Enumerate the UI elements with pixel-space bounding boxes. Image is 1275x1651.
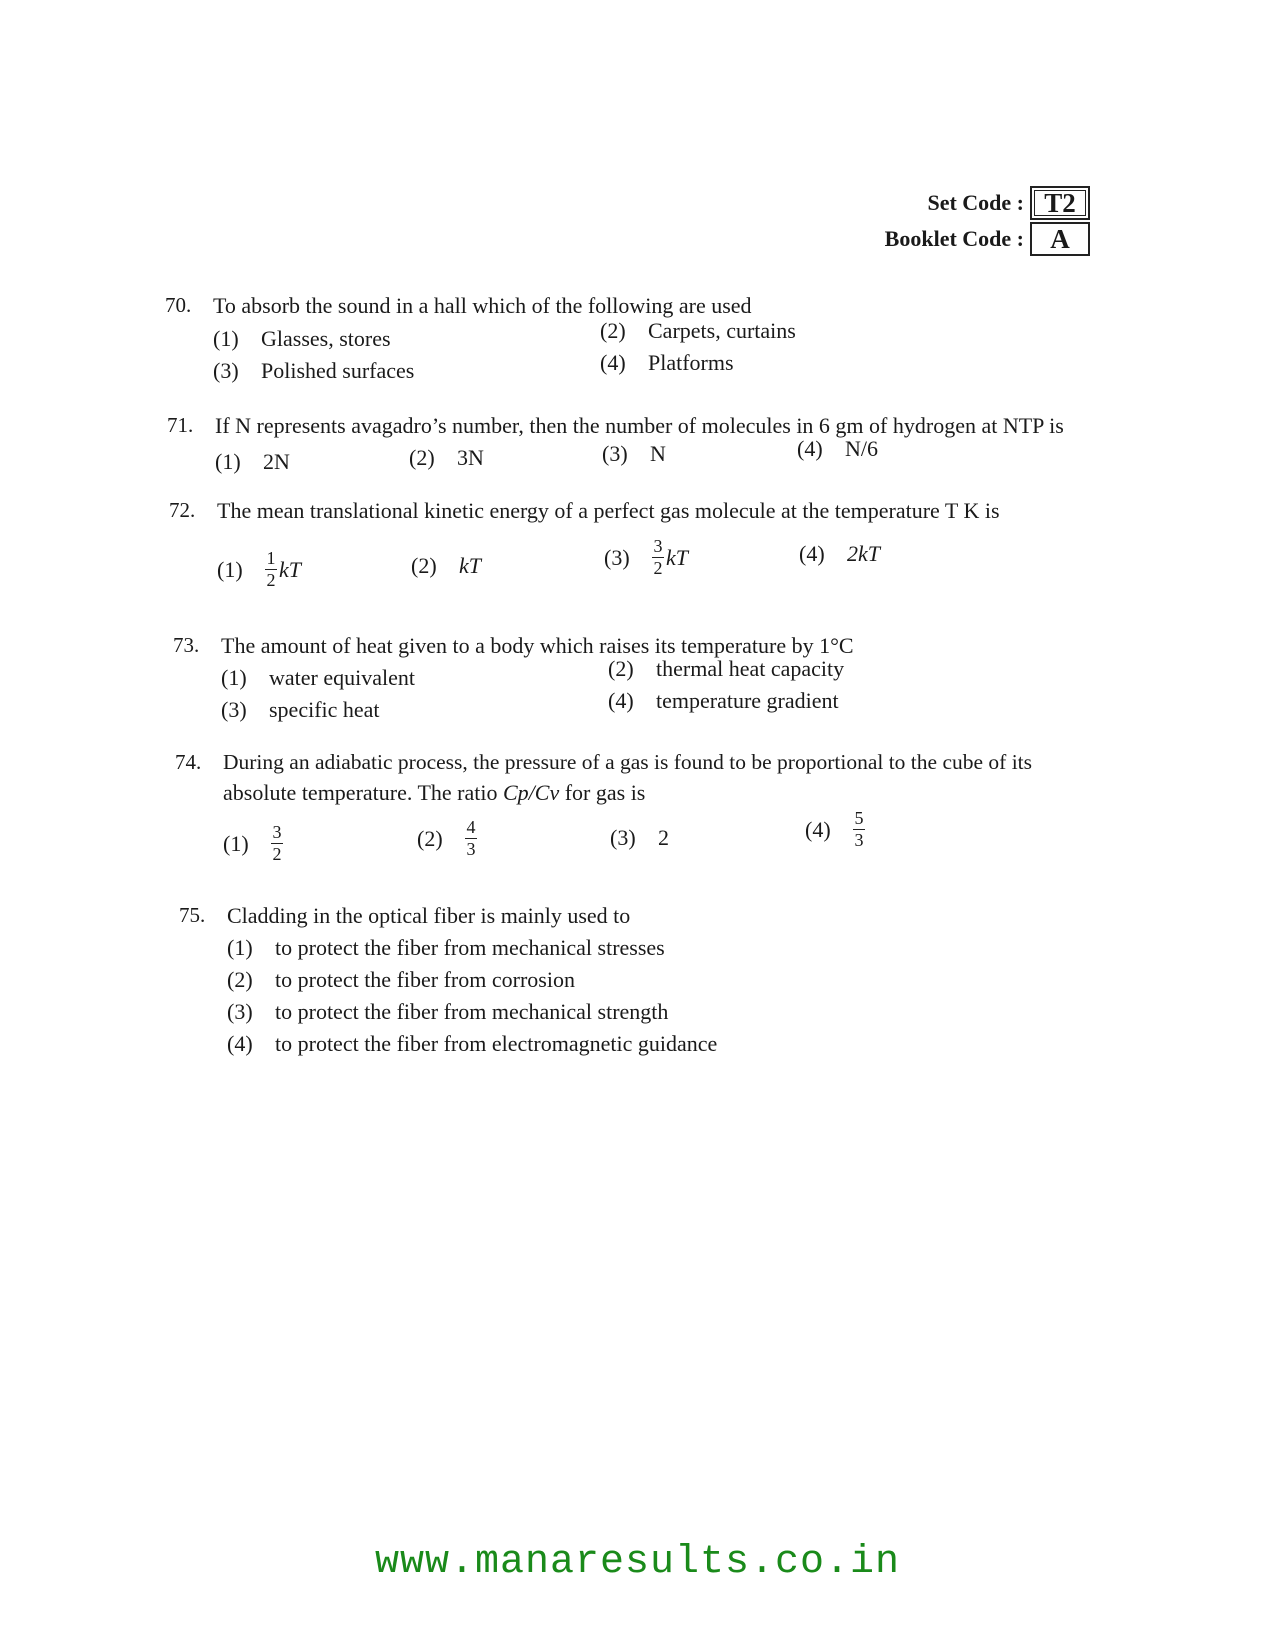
option-text: to protect the fiber from mechanical stresses bbox=[275, 935, 665, 960]
fraction bbox=[271, 822, 283, 865]
numerator: 3 bbox=[653, 536, 663, 556]
question-text: The mean translational kinetic energy of a perfect gas molecule at the temperature T K is bbox=[217, 498, 1000, 523]
option-4 bbox=[797, 436, 878, 462]
option-text: 2N bbox=[263, 449, 290, 474]
denominator: 3 bbox=[854, 830, 864, 850]
fraction bbox=[265, 548, 277, 591]
option-number: (4) bbox=[799, 541, 825, 566]
option-number: (3) bbox=[602, 441, 628, 466]
option-2 bbox=[227, 967, 575, 993]
option-2 bbox=[411, 553, 481, 579]
numerator: 5 bbox=[854, 808, 864, 828]
option-number: (1) bbox=[215, 449, 241, 474]
numerator: 4 bbox=[466, 817, 476, 837]
option-number: (4) bbox=[600, 350, 626, 375]
option-number: (1) bbox=[221, 665, 247, 690]
option-text: temperature gradient bbox=[656, 688, 839, 713]
option-1 bbox=[223, 822, 285, 865]
option-2 bbox=[409, 445, 484, 471]
option-2 bbox=[608, 656, 844, 682]
booklet-code-label: Booklet Code : bbox=[884, 226, 1024, 251]
option-3 bbox=[227, 999, 668, 1025]
option-number: (3) bbox=[213, 358, 239, 383]
option-4 bbox=[227, 1031, 717, 1057]
numerator: 1 bbox=[266, 548, 276, 568]
option-number: (2) bbox=[417, 825, 443, 851]
option-text: to protect the fiber from electromagnetic guidance bbox=[275, 1031, 718, 1056]
option-3 bbox=[610, 825, 669, 851]
option-1 bbox=[215, 449, 290, 475]
option-number: (2) bbox=[600, 318, 626, 343]
option-text: Platforms bbox=[648, 350, 734, 375]
fraction bbox=[652, 536, 664, 579]
option-text: to protect the fiber from corrosion bbox=[275, 967, 575, 992]
question-text: Cladding in the optical fiber is mainly used to bbox=[227, 903, 631, 928]
option-1 bbox=[227, 935, 665, 961]
option-number: (1) bbox=[217, 556, 243, 582]
footer-url[interactable]: www.manaresults.co.in bbox=[374, 1540, 901, 1585]
set-code-row bbox=[850, 185, 1090, 221]
question-text-suffix: for gas is bbox=[559, 780, 646, 805]
question-number: 71. bbox=[167, 413, 194, 437]
denominator: 2 bbox=[272, 844, 282, 864]
ratio-symbol: Cp/Cv bbox=[502, 780, 560, 805]
option-1 bbox=[221, 665, 415, 691]
option-2 bbox=[417, 817, 479, 860]
option-number: (3) bbox=[221, 697, 247, 722]
option-number: (4) bbox=[805, 816, 831, 842]
fraction bbox=[465, 817, 477, 860]
option-number: (2) bbox=[411, 553, 437, 578]
option-text: specific heat bbox=[269, 697, 380, 722]
option-number: (4) bbox=[227, 1031, 253, 1056]
option-text: N/6 bbox=[845, 436, 878, 461]
question-text: The amount of heat given to a body which raises its temperature by 1°C bbox=[221, 633, 854, 658]
option-text: Polished surfaces bbox=[261, 358, 415, 383]
option-text: kT bbox=[459, 553, 481, 578]
option-text: 2 bbox=[658, 825, 669, 850]
option-text: kT bbox=[666, 544, 688, 570]
question-number: 72. bbox=[169, 498, 196, 522]
denominator: 2 bbox=[266, 570, 276, 590]
option-text: kT bbox=[279, 556, 301, 582]
option-number: (4) bbox=[608, 688, 634, 713]
option-number: (4) bbox=[797, 436, 823, 461]
option-text: Glasses, stores bbox=[261, 326, 391, 351]
option-text: to protect the fiber from mechanical strength bbox=[275, 999, 669, 1024]
option-number: (2) bbox=[227, 967, 253, 992]
question-number: 70. bbox=[165, 293, 192, 317]
option-number: (2) bbox=[409, 445, 435, 470]
option-text: thermal heat capacity bbox=[656, 656, 845, 681]
question-text-prefix: absolute temperature. The ratio bbox=[223, 780, 503, 805]
question-text-line-1: During an adiabatic process, the pressure of a gas is found to be proportional to the cube of its bbox=[223, 750, 1033, 774]
option-2 bbox=[600, 318, 796, 344]
option-number: (1) bbox=[223, 830, 249, 856]
option-text: 3N bbox=[457, 445, 484, 470]
option-number: (3) bbox=[604, 544, 630, 570]
booklet-code-box: A bbox=[1030, 222, 1090, 256]
option-4 bbox=[799, 541, 880, 567]
question-text: To absorb the sound in a hall which of the following are used bbox=[213, 293, 752, 318]
question-text-line-2 bbox=[223, 780, 645, 806]
fraction bbox=[853, 808, 865, 851]
option-number: (3) bbox=[610, 825, 636, 850]
booklet-code-row bbox=[850, 221, 1090, 257]
question-text: If N represents avagadro’s number, then the number of molecules in 6 gm of hydrogen at NTP is bbox=[215, 413, 1064, 438]
denominator: 3 bbox=[466, 839, 476, 859]
option-4 bbox=[805, 808, 867, 851]
option-number: (2) bbox=[608, 656, 634, 681]
option-1 bbox=[213, 326, 391, 352]
option-3 bbox=[604, 536, 688, 579]
option-number: (1) bbox=[227, 935, 253, 960]
option-number: (3) bbox=[227, 999, 253, 1024]
option-number: (1) bbox=[213, 326, 239, 351]
option-3 bbox=[602, 441, 666, 467]
option-text: water equivalent bbox=[269, 665, 415, 690]
set-code-box: T2 bbox=[1030, 186, 1090, 220]
option-text: Carpets, curtains bbox=[648, 318, 796, 343]
option-1 bbox=[217, 548, 301, 591]
option-4 bbox=[600, 350, 734, 376]
option-4 bbox=[608, 688, 839, 714]
question-number: 75. bbox=[179, 903, 206, 927]
option-text: N bbox=[650, 441, 666, 466]
option-3 bbox=[221, 697, 380, 723]
option-3 bbox=[213, 358, 414, 384]
question-number: 73. bbox=[173, 633, 200, 657]
numerator: 3 bbox=[272, 822, 282, 842]
denominator: 2 bbox=[653, 558, 663, 578]
question-number: 74. bbox=[175, 750, 202, 774]
option-text: 2kT bbox=[847, 541, 880, 566]
code-block bbox=[850, 185, 1090, 257]
set-code-label: Set Code : bbox=[927, 190, 1024, 215]
